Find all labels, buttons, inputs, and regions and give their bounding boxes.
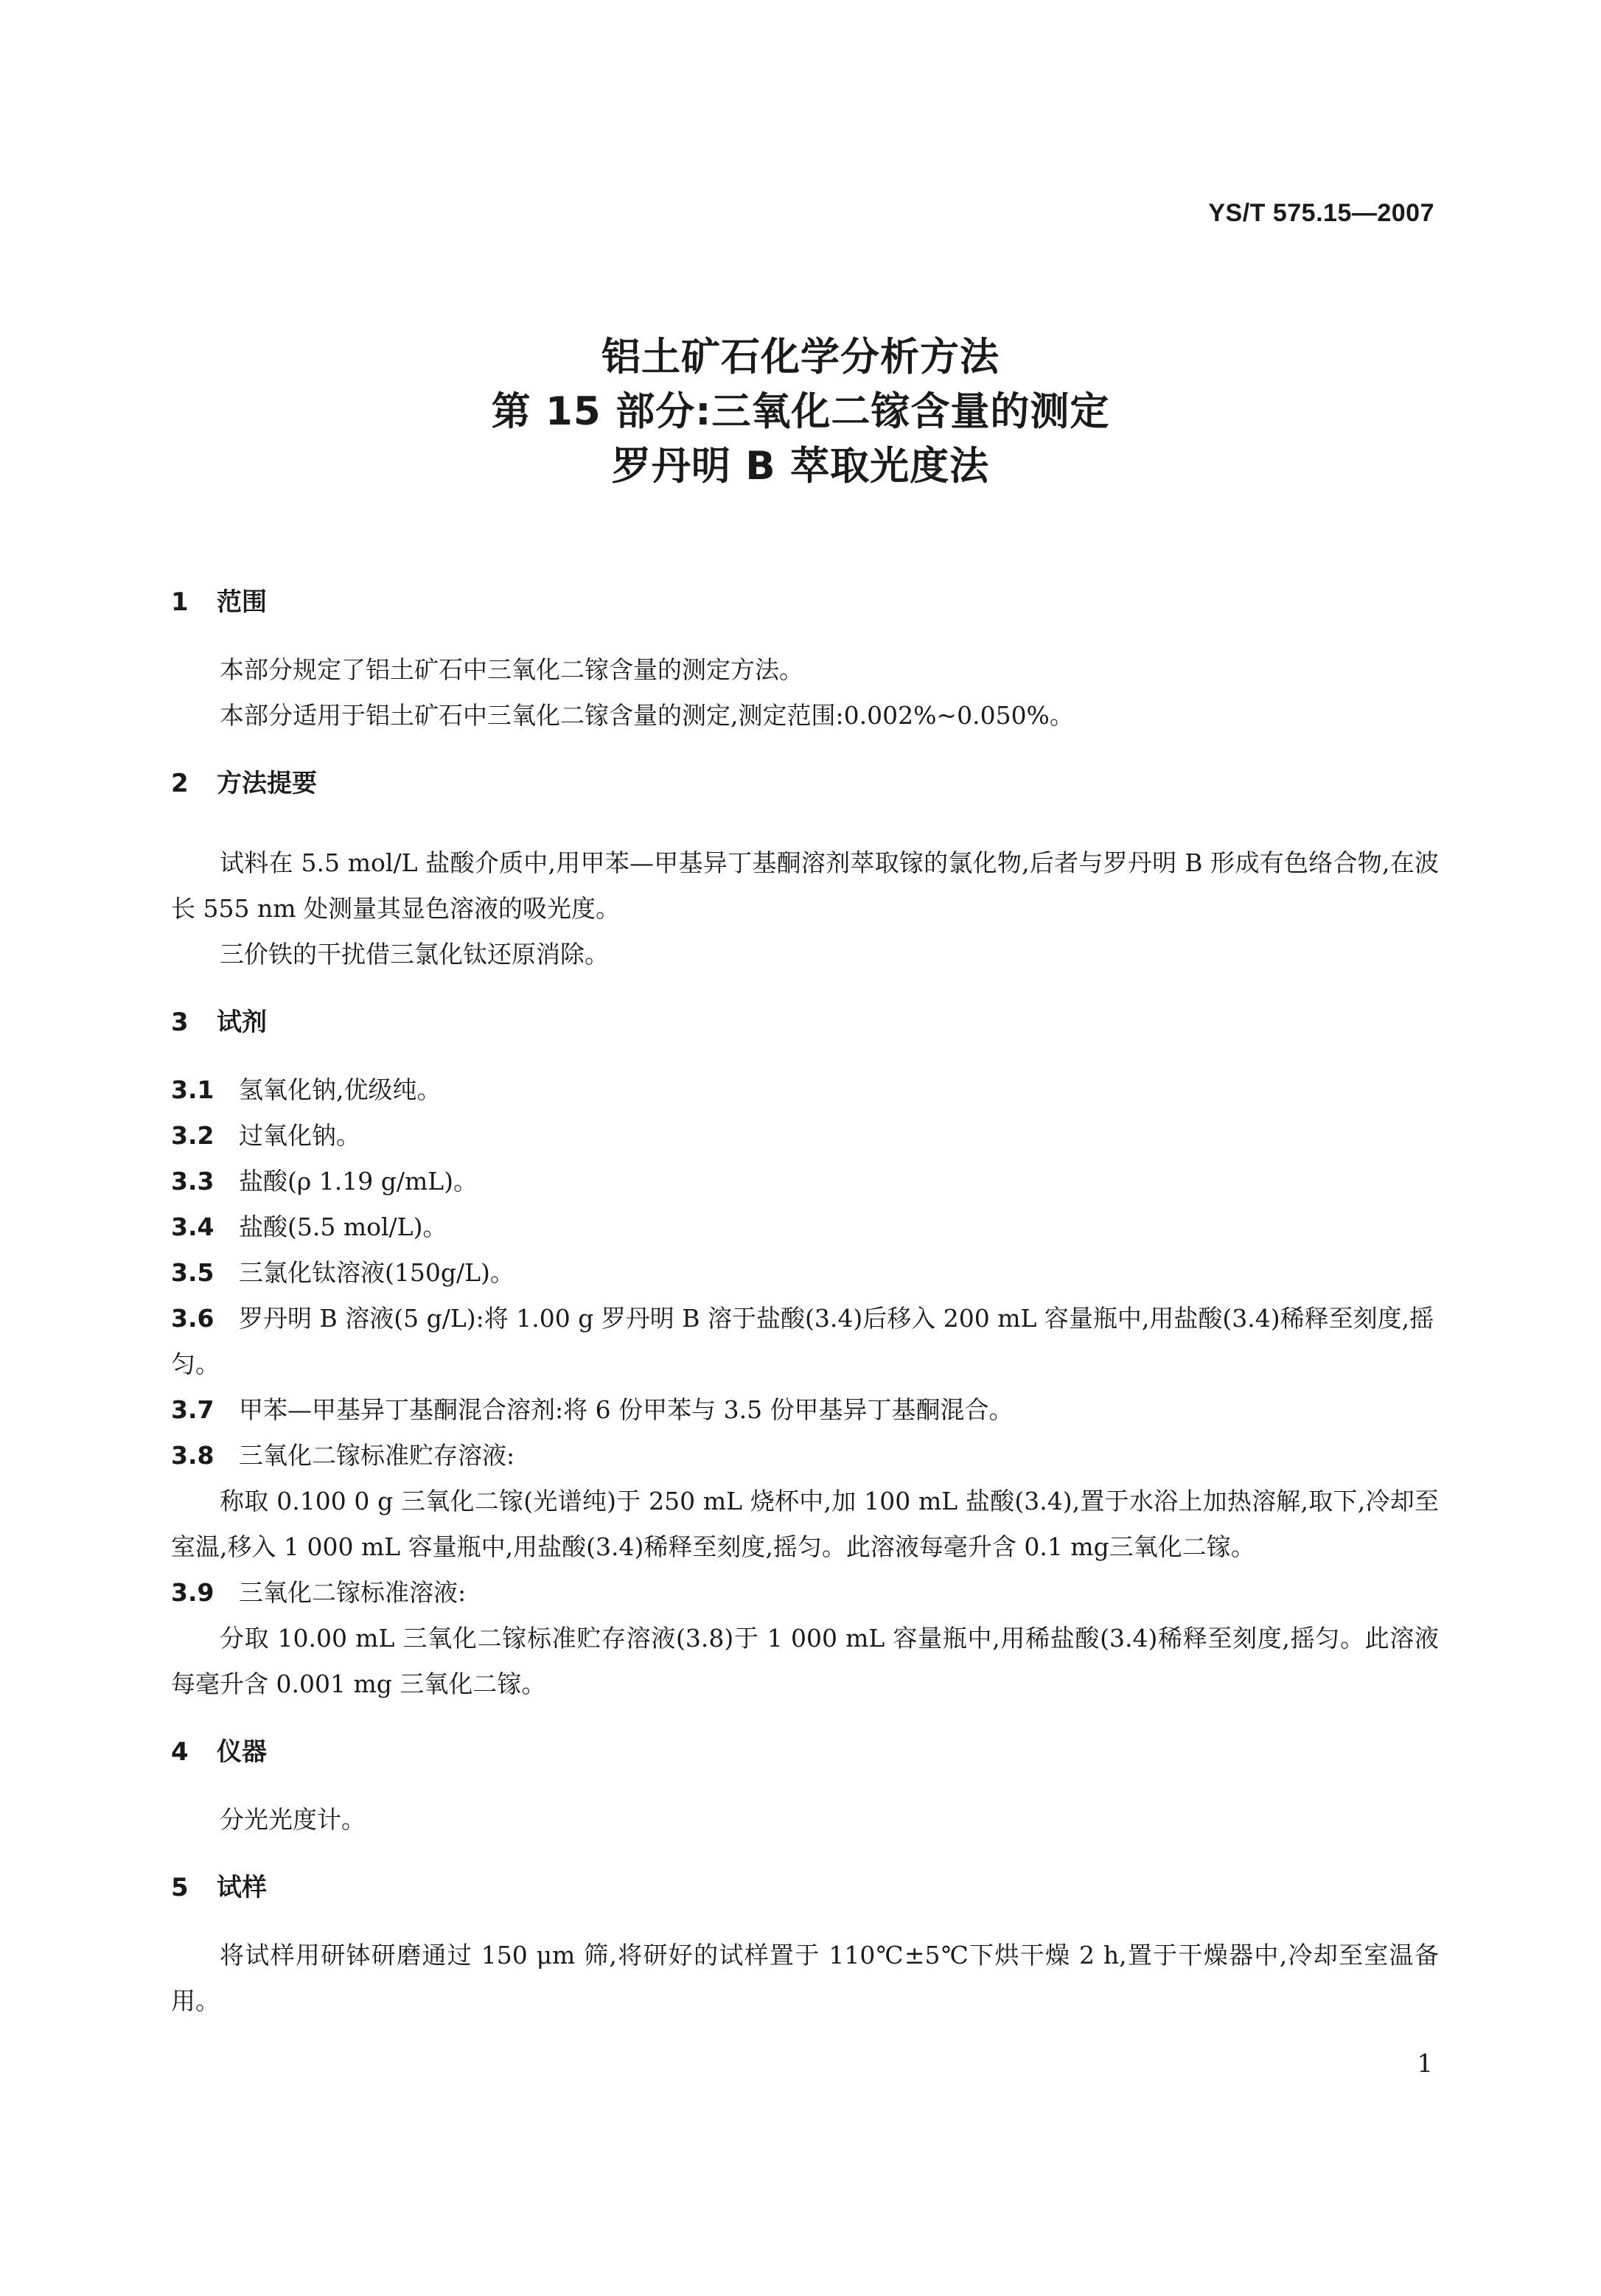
section-title: 试剂	[217, 1008, 267, 1037]
item-number: 3.8	[171, 1441, 214, 1470]
page-number: 1	[1417, 2049, 1433, 2079]
item-text: 三氧化二镓标准贮存溶液:	[239, 1441, 515, 1470]
item-number: 3.7	[171, 1395, 214, 1424]
item-number: 3.5	[171, 1258, 214, 1287]
section-number: 3	[171, 1008, 189, 1037]
item-number: 3.4	[171, 1212, 214, 1241]
item-body: 称取 0.100 0 g 三氧化二镓(光谱纯)于 250 mL 烧杯中,加 100 mL 盐酸(3.4),置于水浴上加热溶解,取下,冷却至室温,移入 1 000 mL 容量瓶中,用盐酸(3.4)稀释至刻度,摇匀。此溶液每毫升含 0.1 mg三氧化二镓。	[171, 1487, 1439, 1561]
reagent-item	[171, 1067, 1439, 1113]
section-number: 5	[171, 1873, 189, 1902]
item-text: 三氧化二镓标准溶液:	[239, 1578, 467, 1607]
section-1-heading	[171, 579, 1439, 625]
paragraph: 将试样用研钵研磨通过 150 μm 筛,将研好的试样置于 110℃±5℃下烘干燥 2 h,置于干燥器中,冷却至室温备用。	[171, 1941, 1439, 2015]
section-title: 仪器	[217, 1737, 267, 1767]
item-number: 3.9	[171, 1578, 214, 1607]
reagent-item	[171, 1387, 1439, 1433]
section-4-heading	[171, 1729, 1439, 1775]
section-number: 1	[171, 587, 189, 617]
reagent-item	[171, 1570, 1439, 1616]
reagent-item	[171, 1296, 1439, 1387]
item-number: 3.1	[171, 1075, 214, 1104]
item-text: 甲苯—甲基异丁基酮混合溶剂:将 6 份甲苯与 3.5 份甲基异丁基酮混合。	[239, 1395, 1014, 1424]
paragraph: 本部分适用于铝土矿石中三氧化二镓含量的测定,测定范围:0.002%~0.050%。	[220, 701, 1074, 730]
paragraph: 试料在 5.5 mol/L 盐酸介质中,用甲苯—甲基异丁基酮溶剂萃取镓的氯化物,后者与罗丹明 B 形成有色络合物,在波长 555 nm 处测量其显色溶液的吸光度。	[171, 848, 1439, 923]
item-text: 罗丹明 B 溶液(5 g/L):将 1.00 g 罗丹明 B 溶于盐酸(3.4)后移入 200 mL 容量瓶中,用盐酸(3.4)稀释至刻度,摇匀。	[171, 1304, 1434, 1378]
item-body: 分取 10.00 mL 三氧化二镓标准贮存溶液(3.8)于 1 000 mL 容量瓶中,用稀盐酸(3.4)稀释至刻度,摇匀。此溶液每毫升含 0.001 mg 三氧化二镓。	[171, 1624, 1439, 1698]
section-number: 4	[171, 1737, 189, 1767]
reagent-item	[171, 1433, 1439, 1479]
paragraph: 分光光度计。	[220, 1805, 366, 1834]
section-title: 试样	[217, 1873, 267, 1902]
section-5-heading	[171, 1865, 1439, 1911]
section-title: 范围	[217, 587, 267, 617]
reagent-item	[171, 1250, 1439, 1296]
item-text: 盐酸(5.5 mol/L)。	[239, 1212, 447, 1241]
title-line-2: 第 15 部分:三氧化二镓含量的测定	[491, 389, 1110, 434]
item-text: 盐酸(ρ 1.19 g/mL)。	[239, 1167, 478, 1196]
item-text: 三氯化钛溶液(150g/L)。	[239, 1258, 515, 1287]
section-number: 2	[171, 769, 189, 798]
reagent-item	[171, 1204, 1439, 1250]
item-number: 3.6	[171, 1304, 214, 1333]
section-2-heading	[171, 761, 1439, 806]
title-line-1: 铝土矿石化学分析方法	[601, 335, 1000, 380]
title-line-3: 罗丹明 B 萃取光度法	[611, 444, 990, 489]
item-text: 氢氧化钠,优级纯。	[239, 1075, 442, 1104]
paragraph: 本部分规定了铝土矿石中三氧化二镓含量的测定方法。	[220, 655, 803, 684]
section-3-heading	[171, 999, 1439, 1045]
standard-code: YS/T 575.15—2007	[1208, 199, 1434, 227]
reagent-item	[171, 1159, 1439, 1204]
item-text: 过氧化钠。	[239, 1121, 360, 1150]
item-number: 3.3	[171, 1167, 214, 1196]
paragraph: 三价铁的干扰借三氯化钛还原消除。	[220, 940, 609, 969]
reagent-item	[171, 1113, 1439, 1159]
document-body	[171, 579, 1439, 2024]
section-title: 方法提要	[217, 769, 317, 798]
item-number: 3.2	[171, 1121, 214, 1150]
document-title	[0, 330, 1601, 494]
